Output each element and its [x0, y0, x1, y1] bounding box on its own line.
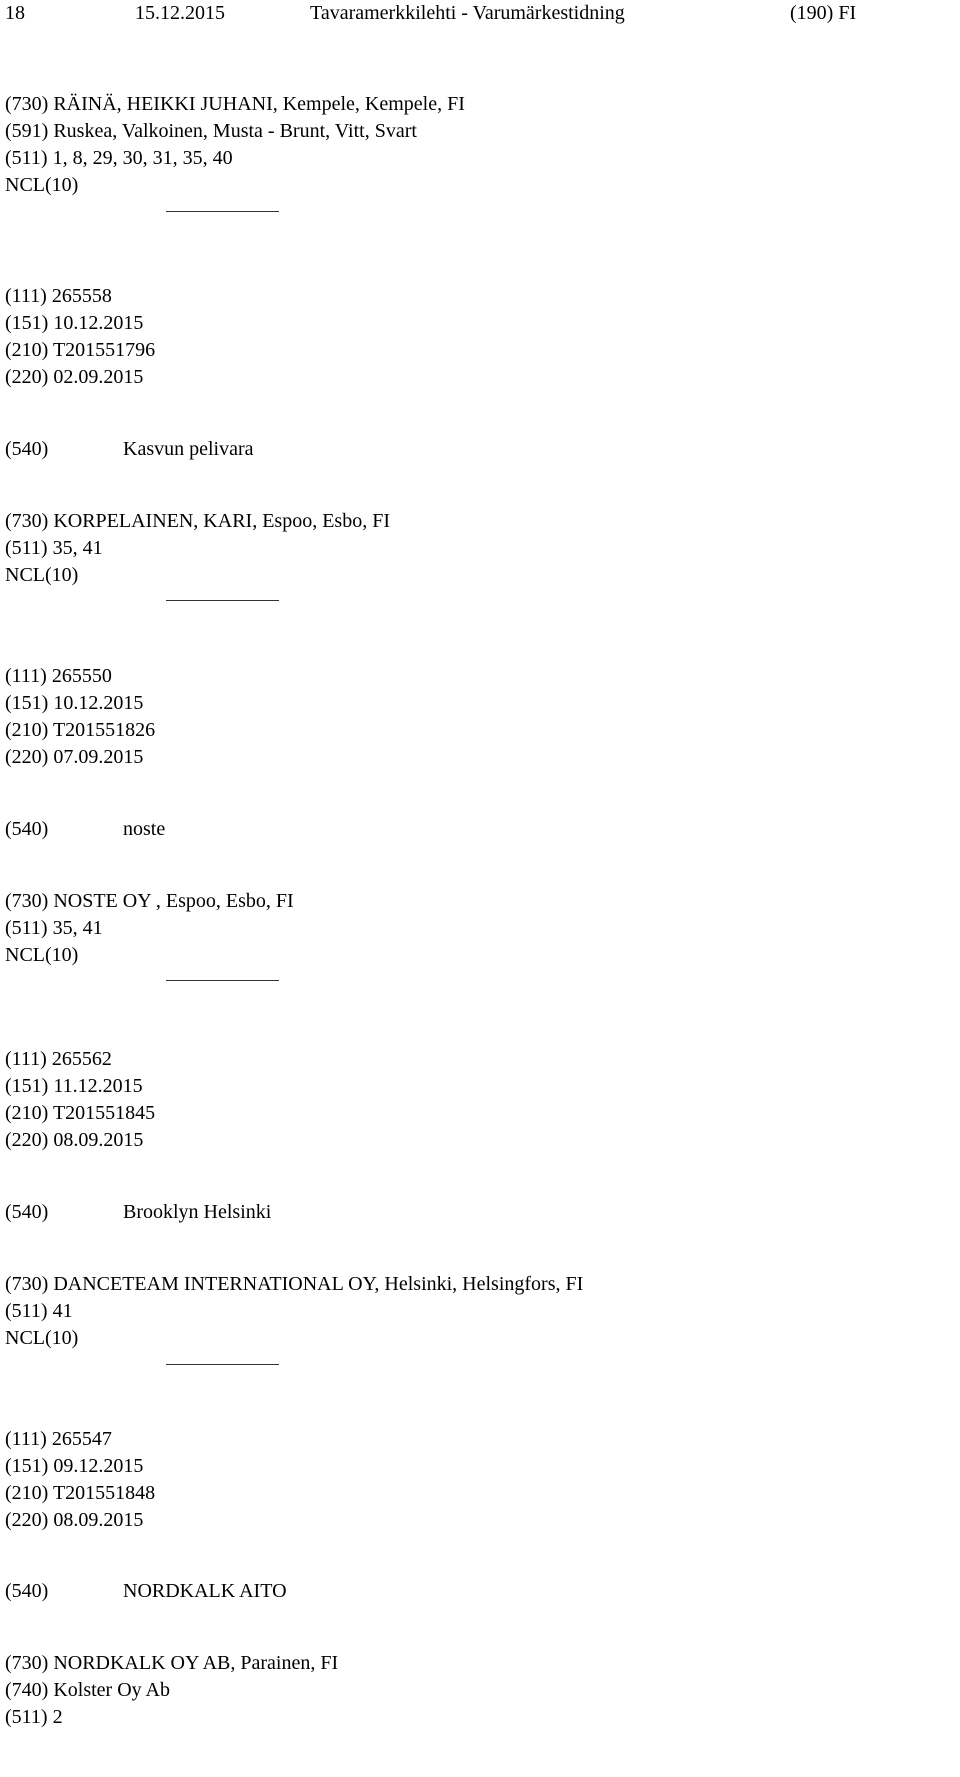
filing-date: (220) 08.09.2015	[5, 1509, 144, 1531]
classes-line: (511) 41	[5, 1300, 73, 1322]
registration-date: (151) 10.12.2015	[5, 312, 144, 334]
filing-date: (220) 07.09.2015	[5, 746, 144, 768]
ncl-line: NCL(10)	[5, 174, 79, 196]
page-number: 18	[5, 2, 25, 24]
journal-title: Tavaramerkkilehti - Varumärkestidning	[310, 2, 625, 24]
country-code: (190) FI	[790, 2, 857, 24]
holder-line: (730) KORPELAINEN, KARI, Espoo, Esbo, FI	[5, 510, 390, 532]
registration-number: (111) 265550	[5, 665, 112, 687]
classes-line: (511) 1, 8, 29, 30, 31, 35, 40	[5, 147, 233, 169]
entry-separator	[166, 211, 279, 212]
mark-code: (540)	[5, 818, 49, 840]
registration-date: (151) 10.12.2015	[5, 692, 144, 714]
classes-line: (511) 2	[5, 1706, 63, 1728]
entry-separator	[166, 1364, 279, 1365]
registration-number: (111) 265547	[5, 1428, 112, 1450]
registration-number: (111) 265562	[5, 1048, 112, 1070]
mark-code: (540)	[5, 1580, 49, 1602]
representative-line: (740) Kolster Oy Ab	[5, 1679, 170, 1701]
registration-date: (151) 11.12.2015	[5, 1075, 143, 1097]
filing-date: (220) 02.09.2015	[5, 366, 144, 388]
mark-code: (540)	[5, 1201, 49, 1223]
holder-line: (730) RÄINÄ, HEIKKI JUHANI, Kempele, Kempele, FI	[5, 93, 465, 115]
holder-line: (730) NORDKALK OY AB, Parainen, FI	[5, 1652, 339, 1674]
mark-text: NORDKALK AITO	[123, 1580, 287, 1602]
classes-line: (511) 35, 41	[5, 917, 103, 939]
holder-line: (730) NOSTE OY , Espoo, Esbo, FI	[5, 890, 294, 912]
mark-text: noste	[123, 818, 166, 840]
registration-number: (111) 265558	[5, 285, 112, 307]
classes-line: (511) 35, 41	[5, 537, 103, 559]
application-number: (210) T201551848	[5, 1482, 156, 1504]
mark-code: (540)	[5, 438, 49, 460]
application-number: (210) T201551826	[5, 719, 156, 741]
entry-separator	[166, 600, 279, 601]
ncl-line: NCL(10)	[5, 564, 79, 586]
application-number: (210) T201551845	[5, 1102, 156, 1124]
ncl-line: NCL(10)	[5, 1327, 79, 1349]
registration-date: (151) 09.12.2015	[5, 1455, 144, 1477]
holder-line: (730) DANCETEAM INTERNATIONAL OY, Helsinki, Helsingfors, FI	[5, 1273, 584, 1295]
issue-date: 15.12.2015	[135, 2, 225, 24]
mark-text: Brooklyn Helsinki	[123, 1201, 272, 1223]
ncl-line: NCL(10)	[5, 944, 79, 966]
entry-separator	[166, 980, 279, 981]
mark-text: Kasvun pelivara	[123, 438, 254, 460]
colors-line: (591) Ruskea, Valkoinen, Musta - Brunt, Vitt, Svart	[5, 120, 417, 142]
filing-date: (220) 08.09.2015	[5, 1129, 144, 1151]
application-number: (210) T201551796	[5, 339, 156, 361]
